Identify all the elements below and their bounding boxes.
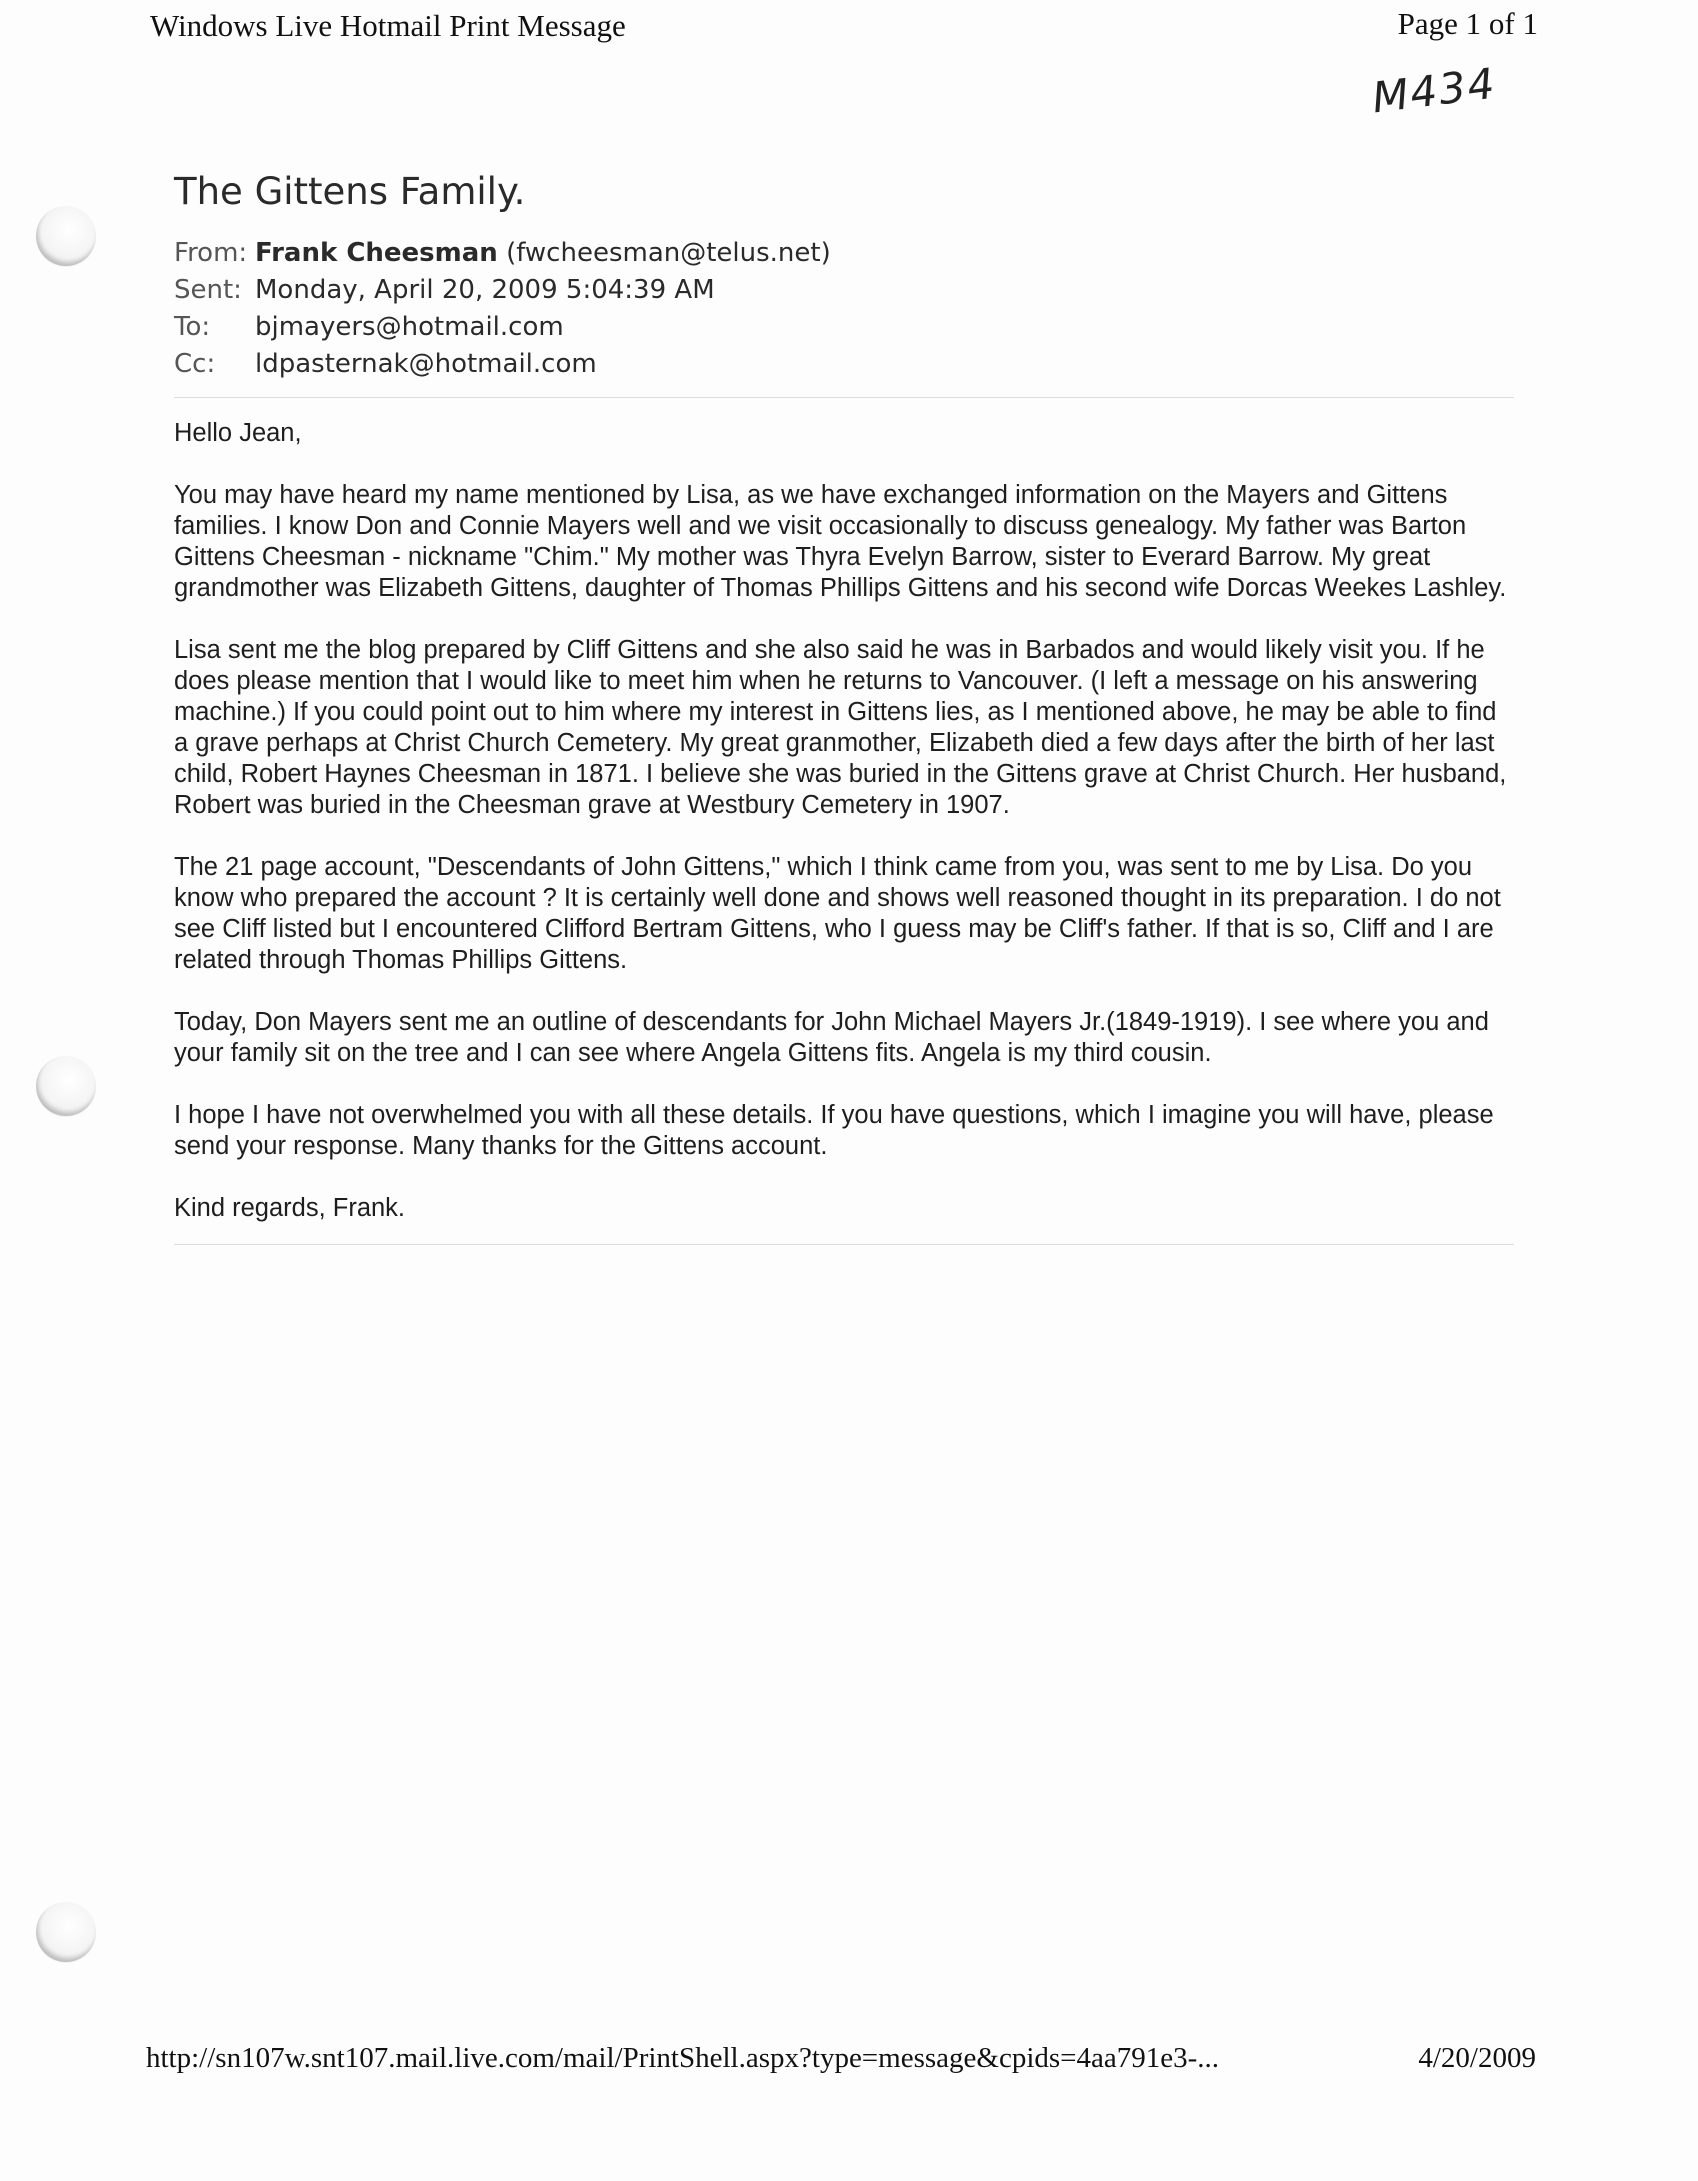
page-number: Page 1 of 1 [1397,6,1538,41]
to-row [174,309,1514,346]
body-paragraph-5: I hope I have not overwhelmed you with all these details. If you have questions, which I imagine you will have, please send your response. Many thanks for the Gittens account. [174,1101,1494,1160]
body-paragraph-1: You may have heard my name mentioned by Lisa, as we have exchanged information on the Mayers and Gittens families. I know Don and Connie Mayers well and we visit occasionally to discuss genealogy. My father was Barton Gittens Cheesman - nickname "Chim." My mother was Thyra Evelyn Barrow, sister to Everard Barrow. My great grandmother was Elizabeth Gittens, daughter of Thomas Phillips Gittens and his second wife Dorcas Weekes Lashley. [174,481,1507,602]
sender-address: (fwcheesman@telus.net) [506,238,831,268]
to-label: To: [174,312,211,342]
sent-row [174,272,1514,309]
from-label: From: [174,238,248,268]
punch-hole-bottom [36,1902,96,1962]
print-footer-date: 4/20/2009 [1418,2042,1536,2074]
sent-value: Monday, April 20, 2009 5:04:39 AM [255,275,715,305]
to-value: bjmayers@hotmail.com [255,312,564,342]
from-value [255,235,831,272]
sent-label: Sent: [174,275,242,305]
email-subject: The Gittens Family. [174,170,526,213]
punch-hole-middle [36,1056,96,1116]
footer-divider [174,1244,1514,1245]
greeting: Hello Jean, [174,419,302,447]
email-body [174,418,1514,1224]
body-paragraph-3: The 21 page account, "Descendants of John Gittens," which I think came from you, was sent to me by Lisa. Do you know who prepared the account ? It is certainly well done and shows well reasoned thought in its preparation. I do not see Cliff listed but I encountered Clifford Bertram Gittens, who I guess may be Cliff's father. If that is so, Cliff and I are related through Thomas Phillips Gittens. [174,853,1501,974]
cc-label: Cc: [174,349,216,379]
handwritten-note: M434 [1369,58,1499,123]
header-divider [174,397,1514,398]
body-paragraph-4: Today, Don Mayers sent me an outline of descendants for John Michael Mayers Jr.(1849-1919). I see where you and your family sit on the tree and I can see where Angela Gittens fits. Angela is my third cousin. [174,1008,1489,1067]
from-row [174,235,1514,272]
cc-value: ldpasternak@hotmail.com [255,349,597,379]
print-header-title: Windows Live Hotmail Print Message [150,8,626,43]
punch-hole-top [36,206,96,266]
body-paragraph-2: Lisa sent me the blog prepared by Cliff Gittens and she also said he was in Barbados and would likely visit you. If he does please mention that I would like to meet him when he returns to Vancouver. (I left a message on his answering machine.) If you could point out to him where my interest in Gittens lies, as I mentioned above, he may be able to find a grave perhaps at Christ Church Cemetery. My great granmother, Elizabeth died a few days after the birth of her last child, Robert Haynes Cheesman in 1871. I believe she was buried in the Gittens grave at Christ Church. Her husband, Robert was buried in the Cheesman grave at Westbury Cemetery in 1907. [174,636,1507,819]
sender-name: Frank Cheesman [255,238,498,268]
email-message [174,170,1514,1265]
cc-row [174,346,1514,383]
closing: Kind regards, Frank. [174,1194,406,1222]
print-footer-url: http://sn107w.snt107.mail.live.com/mail/PrintShell.aspx?type=message&cpids=4aa791e3-... [146,2042,1220,2074]
